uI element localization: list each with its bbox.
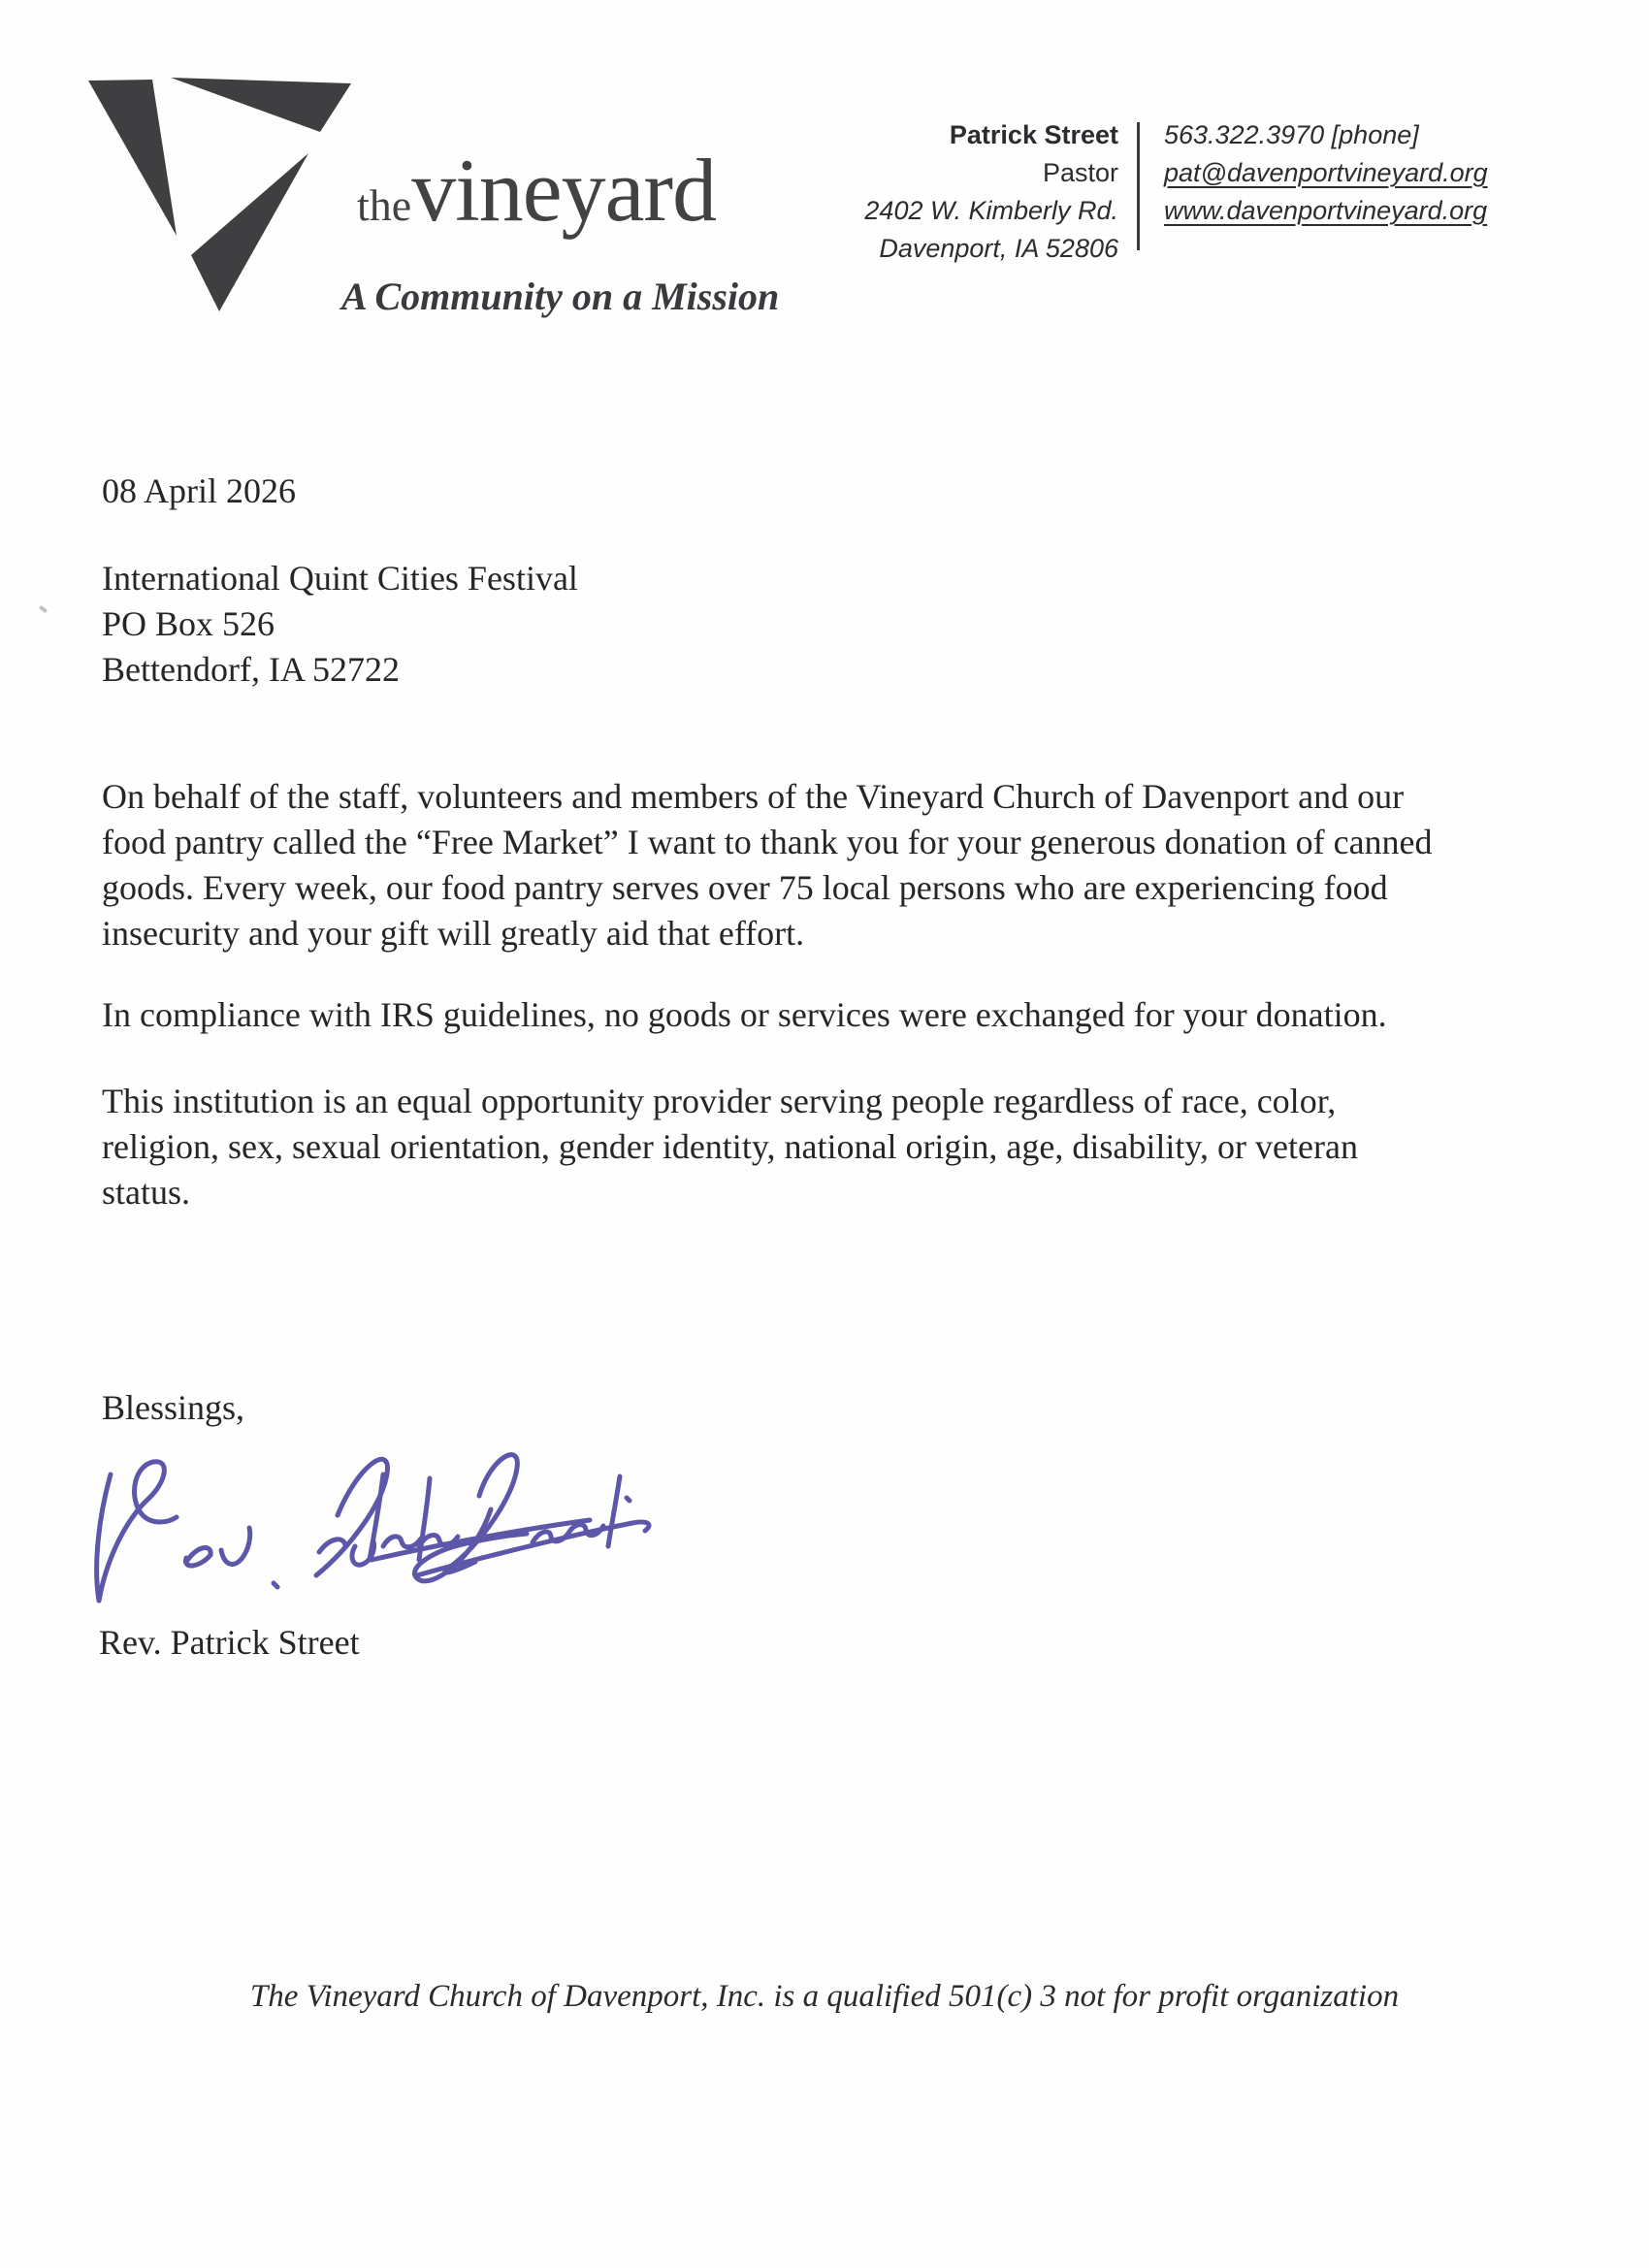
paragraph-thank-you [102, 774, 1433, 956]
paragraph-line: religion, sex, sexual orientation, gender identity, national origin, age, disability, or veteran [102, 1127, 1358, 1166]
recipient-name: International Quint Cities Festival [102, 559, 578, 598]
recipient-city-state-zip: Bettendorf, IA 52722 [102, 650, 400, 689]
footer-nonprofit-statement: The Vineyard Church of Davenport, Inc. is a qualified 501(c) 3 not for profit organization [249, 1979, 1400, 2014]
recipient-po-box: PO Box 526 [102, 604, 275, 643]
pastor-title: Pastor [1042, 158, 1118, 187]
phone-number: 563.322.3970 [phone] [1164, 120, 1419, 149]
paragraph-line: goods. Every week, our food pantry serves over 75 local persons who are experiencing food [102, 868, 1388, 907]
paragraph-line: In compliance with IRS guidelines, no goods or services were exchanged for your donation. [102, 995, 1387, 1034]
paragraph-line: status. [102, 1173, 191, 1212]
contact-identity-column [795, 116, 1118, 268]
contact-channels-column [1164, 116, 1488, 230]
typed-signature-name: Rev. Patrick Street [99, 1623, 360, 1662]
paragraph-line: food pantry called the “Free Market” I want to thank you for your generous donation of canned [102, 823, 1433, 861]
address-line-2: Davenport, IA 52806 [879, 234, 1118, 263]
paragraph-irs [102, 992, 1387, 1038]
handwritten-signature-icon [83, 1418, 665, 1636]
brand-tagline: A Community on a Mission [341, 275, 780, 318]
closing-salutation: Blessings, [102, 1388, 245, 1427]
contact-divider [1137, 122, 1140, 250]
address-line-1: 2402 W. Kimberly Rd. [864, 196, 1118, 225]
recipient-address-block [102, 556, 578, 693]
brand-prefix: the [357, 180, 412, 230]
email-address: pat@davenportvineyard.org [1164, 158, 1488, 187]
brand-name: vineyard [411, 141, 717, 240]
vineyard-triangles-logo-icon [82, 74, 359, 318]
paragraph-line: On behalf of the staff, volunteers and members of the Vineyard Church of Davenport and our [102, 777, 1405, 816]
website-url: www.davenportvineyard.org [1164, 196, 1488, 225]
paragraph-line: insecurity and your gift will greatly aid that effort. [102, 914, 805, 953]
paragraph-equal-opportunity [102, 1079, 1358, 1215]
letter-date: 08 April 2026 [102, 471, 297, 510]
scan-artifact-speck [39, 605, 48, 614]
brand-wordmark [357, 141, 717, 261]
pastor-name: Patrick Street [949, 120, 1118, 149]
paragraph-line: This institution is an equal opportunity provider serving people regardless of race, color, [102, 1082, 1337, 1120]
